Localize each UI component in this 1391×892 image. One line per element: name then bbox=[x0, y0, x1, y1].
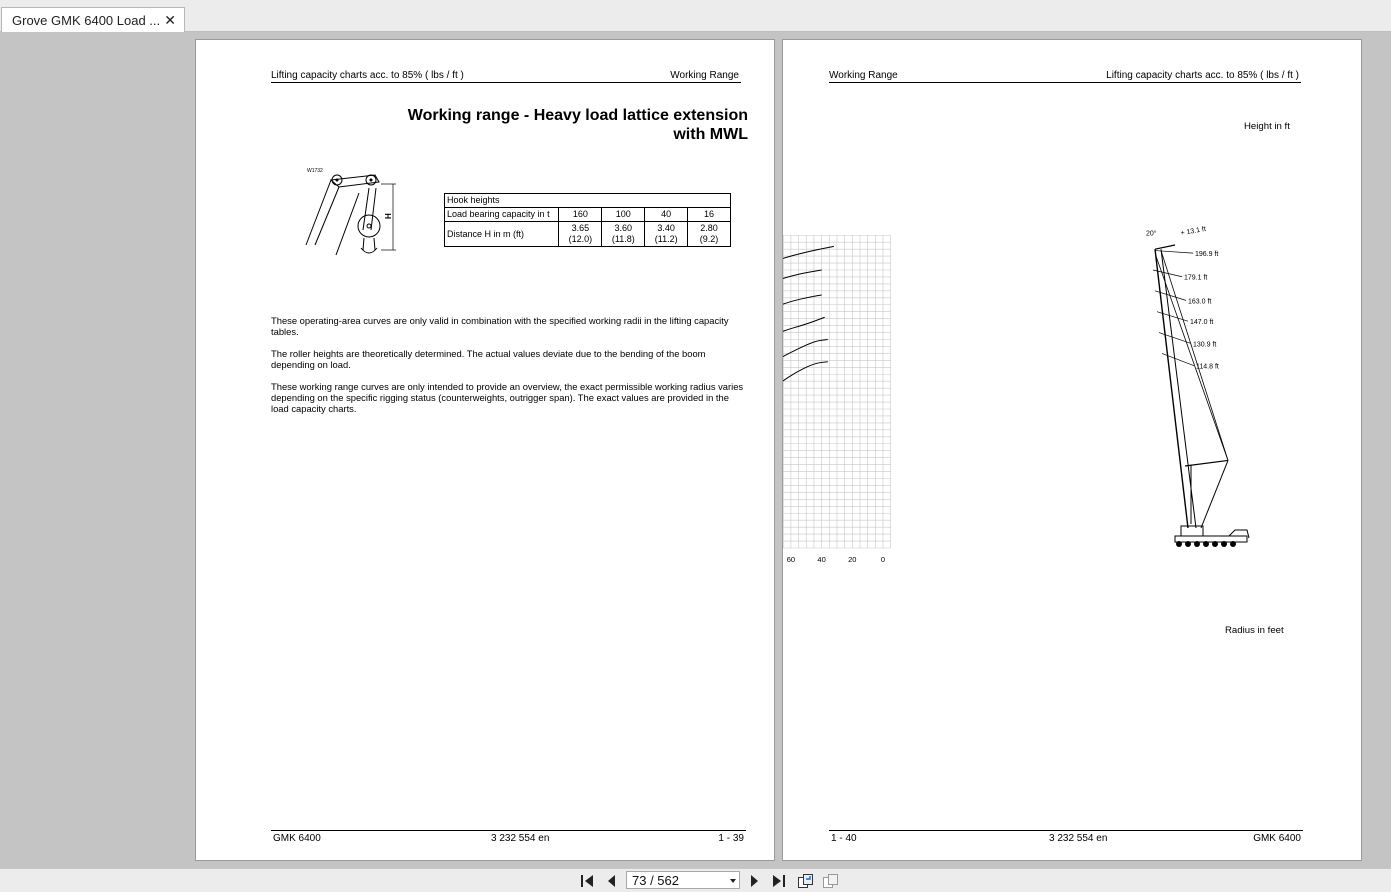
row-label: Load bearing capacity in t bbox=[445, 208, 559, 222]
drawing-h-label: H bbox=[384, 213, 393, 219]
go-forward-icon[interactable] bbox=[822, 873, 840, 889]
close-icon[interactable]: ✕ bbox=[164, 12, 176, 28]
footer-right: GMK 6400 bbox=[1253, 833, 1301, 844]
boom-length-leader bbox=[1155, 251, 1193, 254]
crane-wheel bbox=[1212, 541, 1218, 547]
main-boom bbox=[1155, 249, 1188, 528]
tab-bar bbox=[0, 0, 1391, 32]
page-header-right: Lifting capacity charts acc. to 85% ( lbs / ft ) bbox=[1106, 70, 1299, 81]
boom-length-leader bbox=[1162, 353, 1194, 365]
page-header-left: Working Range bbox=[829, 70, 898, 81]
boom-length-label: 130.9 ft bbox=[1193, 341, 1217, 349]
boom-length-leader bbox=[1155, 291, 1186, 301]
footer-center: 3 232 554 en bbox=[1049, 833, 1108, 844]
y-axis-label: Height in ft bbox=[1244, 121, 1290, 132]
footer-center: 3 232 554 en bbox=[491, 833, 550, 844]
boom-length-label: 179.1 ft bbox=[1184, 274, 1208, 282]
table-row bbox=[445, 194, 731, 208]
range-curve bbox=[783, 317, 825, 434]
crane-wheel bbox=[1176, 541, 1182, 547]
boom-length-leader bbox=[1159, 333, 1191, 344]
page-left bbox=[195, 39, 775, 861]
x-axis-label: Radius in feet bbox=[1225, 625, 1284, 636]
table-row bbox=[445, 208, 731, 222]
row-label: Distance H in m (ft) bbox=[445, 222, 559, 247]
hook-heights-table bbox=[444, 193, 731, 247]
page-header-right: Working Range bbox=[670, 70, 739, 81]
paragraph-3: These working range curves are only intended to provide an overview, the exact permissible working radius varies depending on the specific rigging status (counterweights, outrigger span). The exact values are provided in the load capacity charts. bbox=[271, 381, 744, 414]
boom-length-label: 163.0 ft bbox=[1188, 298, 1212, 306]
table-row bbox=[445, 222, 731, 247]
range-curve bbox=[783, 270, 822, 434]
footer-left: GMK 6400 bbox=[273, 833, 321, 844]
tab-title[interactable]: Grove GMK 6400 Load ... bbox=[12, 13, 161, 28]
go-back-icon[interactable] bbox=[797, 873, 815, 889]
boom-length-leader bbox=[1157, 312, 1188, 322]
hook-drawing bbox=[301, 160, 411, 260]
page-number-value[interactable]: 73 / 562 bbox=[632, 873, 679, 888]
table-cell: 40 bbox=[645, 208, 688, 222]
document-viewer[interactable] bbox=[0, 32, 1391, 868]
paragraph-1: These operating-area curves are only valid in combination with the specified working radii in the lifting capacity tables. bbox=[271, 315, 729, 337]
chevron-down-icon[interactable] bbox=[730, 879, 736, 883]
crane-wheel bbox=[1185, 541, 1191, 547]
navigation-toolbar bbox=[0, 868, 1391, 892]
title-line-2: with MWL bbox=[673, 126, 748, 143]
guy-line bbox=[1161, 251, 1228, 461]
first-page-icon[interactable] bbox=[578, 873, 596, 889]
x-tick-label: 0 bbox=[880, 555, 886, 564]
crane-wheel bbox=[1221, 541, 1227, 547]
footer-rule bbox=[829, 830, 1303, 831]
working-range-chart bbox=[783, 40, 1361, 860]
page-right bbox=[782, 39, 1362, 861]
table-cell: 16 bbox=[688, 208, 731, 222]
document-tab[interactable] bbox=[1, 7, 185, 32]
table-header: Hook heights bbox=[445, 194, 731, 208]
header-rule bbox=[271, 82, 741, 83]
last-page-icon[interactable] bbox=[770, 873, 788, 889]
crane-wheel bbox=[1203, 541, 1209, 547]
boom-length-label: 114.8 ft bbox=[1196, 363, 1219, 371]
crane-wheel bbox=[1194, 541, 1200, 547]
next-page-icon[interactable] bbox=[745, 873, 763, 889]
paragraph-2: The roller heights are theoretically determined. The actual values deviate due to the bending of the boom depending on load. bbox=[271, 348, 706, 370]
crane-wheel bbox=[1230, 541, 1236, 547]
page-number-select[interactable] bbox=[626, 871, 740, 889]
table-cell: 3.65 (12.0) bbox=[559, 222, 602, 247]
page-header-left: Lifting capacity charts acc. to 85% ( lbs / ft ) bbox=[271, 70, 464, 81]
table-cell: 160 bbox=[559, 208, 602, 222]
range-curve bbox=[783, 340, 828, 443]
table-cell: 100 bbox=[602, 208, 645, 222]
footer-page-number: 1 - 39 bbox=[718, 833, 744, 844]
mwl-mast bbox=[1201, 460, 1228, 528]
boom-length-label: 196.9 ft bbox=[1195, 251, 1219, 259]
tip-offset-label: + 13.1 ft bbox=[1180, 225, 1207, 238]
boom-length-label: 147.0 ft bbox=[1190, 319, 1214, 327]
guy-line bbox=[1156, 256, 1228, 460]
jib-tip bbox=[1155, 245, 1175, 249]
footer-page-number: 1 - 40 bbox=[831, 833, 857, 844]
crane-superstructure bbox=[1181, 526, 1203, 536]
range-curve bbox=[783, 295, 822, 442]
x-tick-label: 60 bbox=[786, 555, 796, 564]
drawing-code: W1732 bbox=[307, 168, 323, 174]
page-title bbox=[368, 106, 748, 144]
luffing-angle-label: 20° bbox=[1146, 230, 1157, 238]
table-cell: 3.60 (11.8) bbox=[602, 222, 645, 247]
range-curve bbox=[783, 362, 828, 468]
x-tick-label: 40 bbox=[817, 555, 826, 564]
table-cell: 2.80 (9.2) bbox=[688, 222, 731, 247]
crane-carrier bbox=[1175, 536, 1247, 542]
footer-rule bbox=[271, 830, 746, 831]
table-cell: 3.40 (11.2) bbox=[645, 222, 688, 247]
title-line-1: Working range - Heavy load lattice extension bbox=[407, 107, 748, 124]
x-tick-label: 20 bbox=[848, 555, 857, 564]
previous-page-icon[interactable] bbox=[603, 873, 621, 889]
